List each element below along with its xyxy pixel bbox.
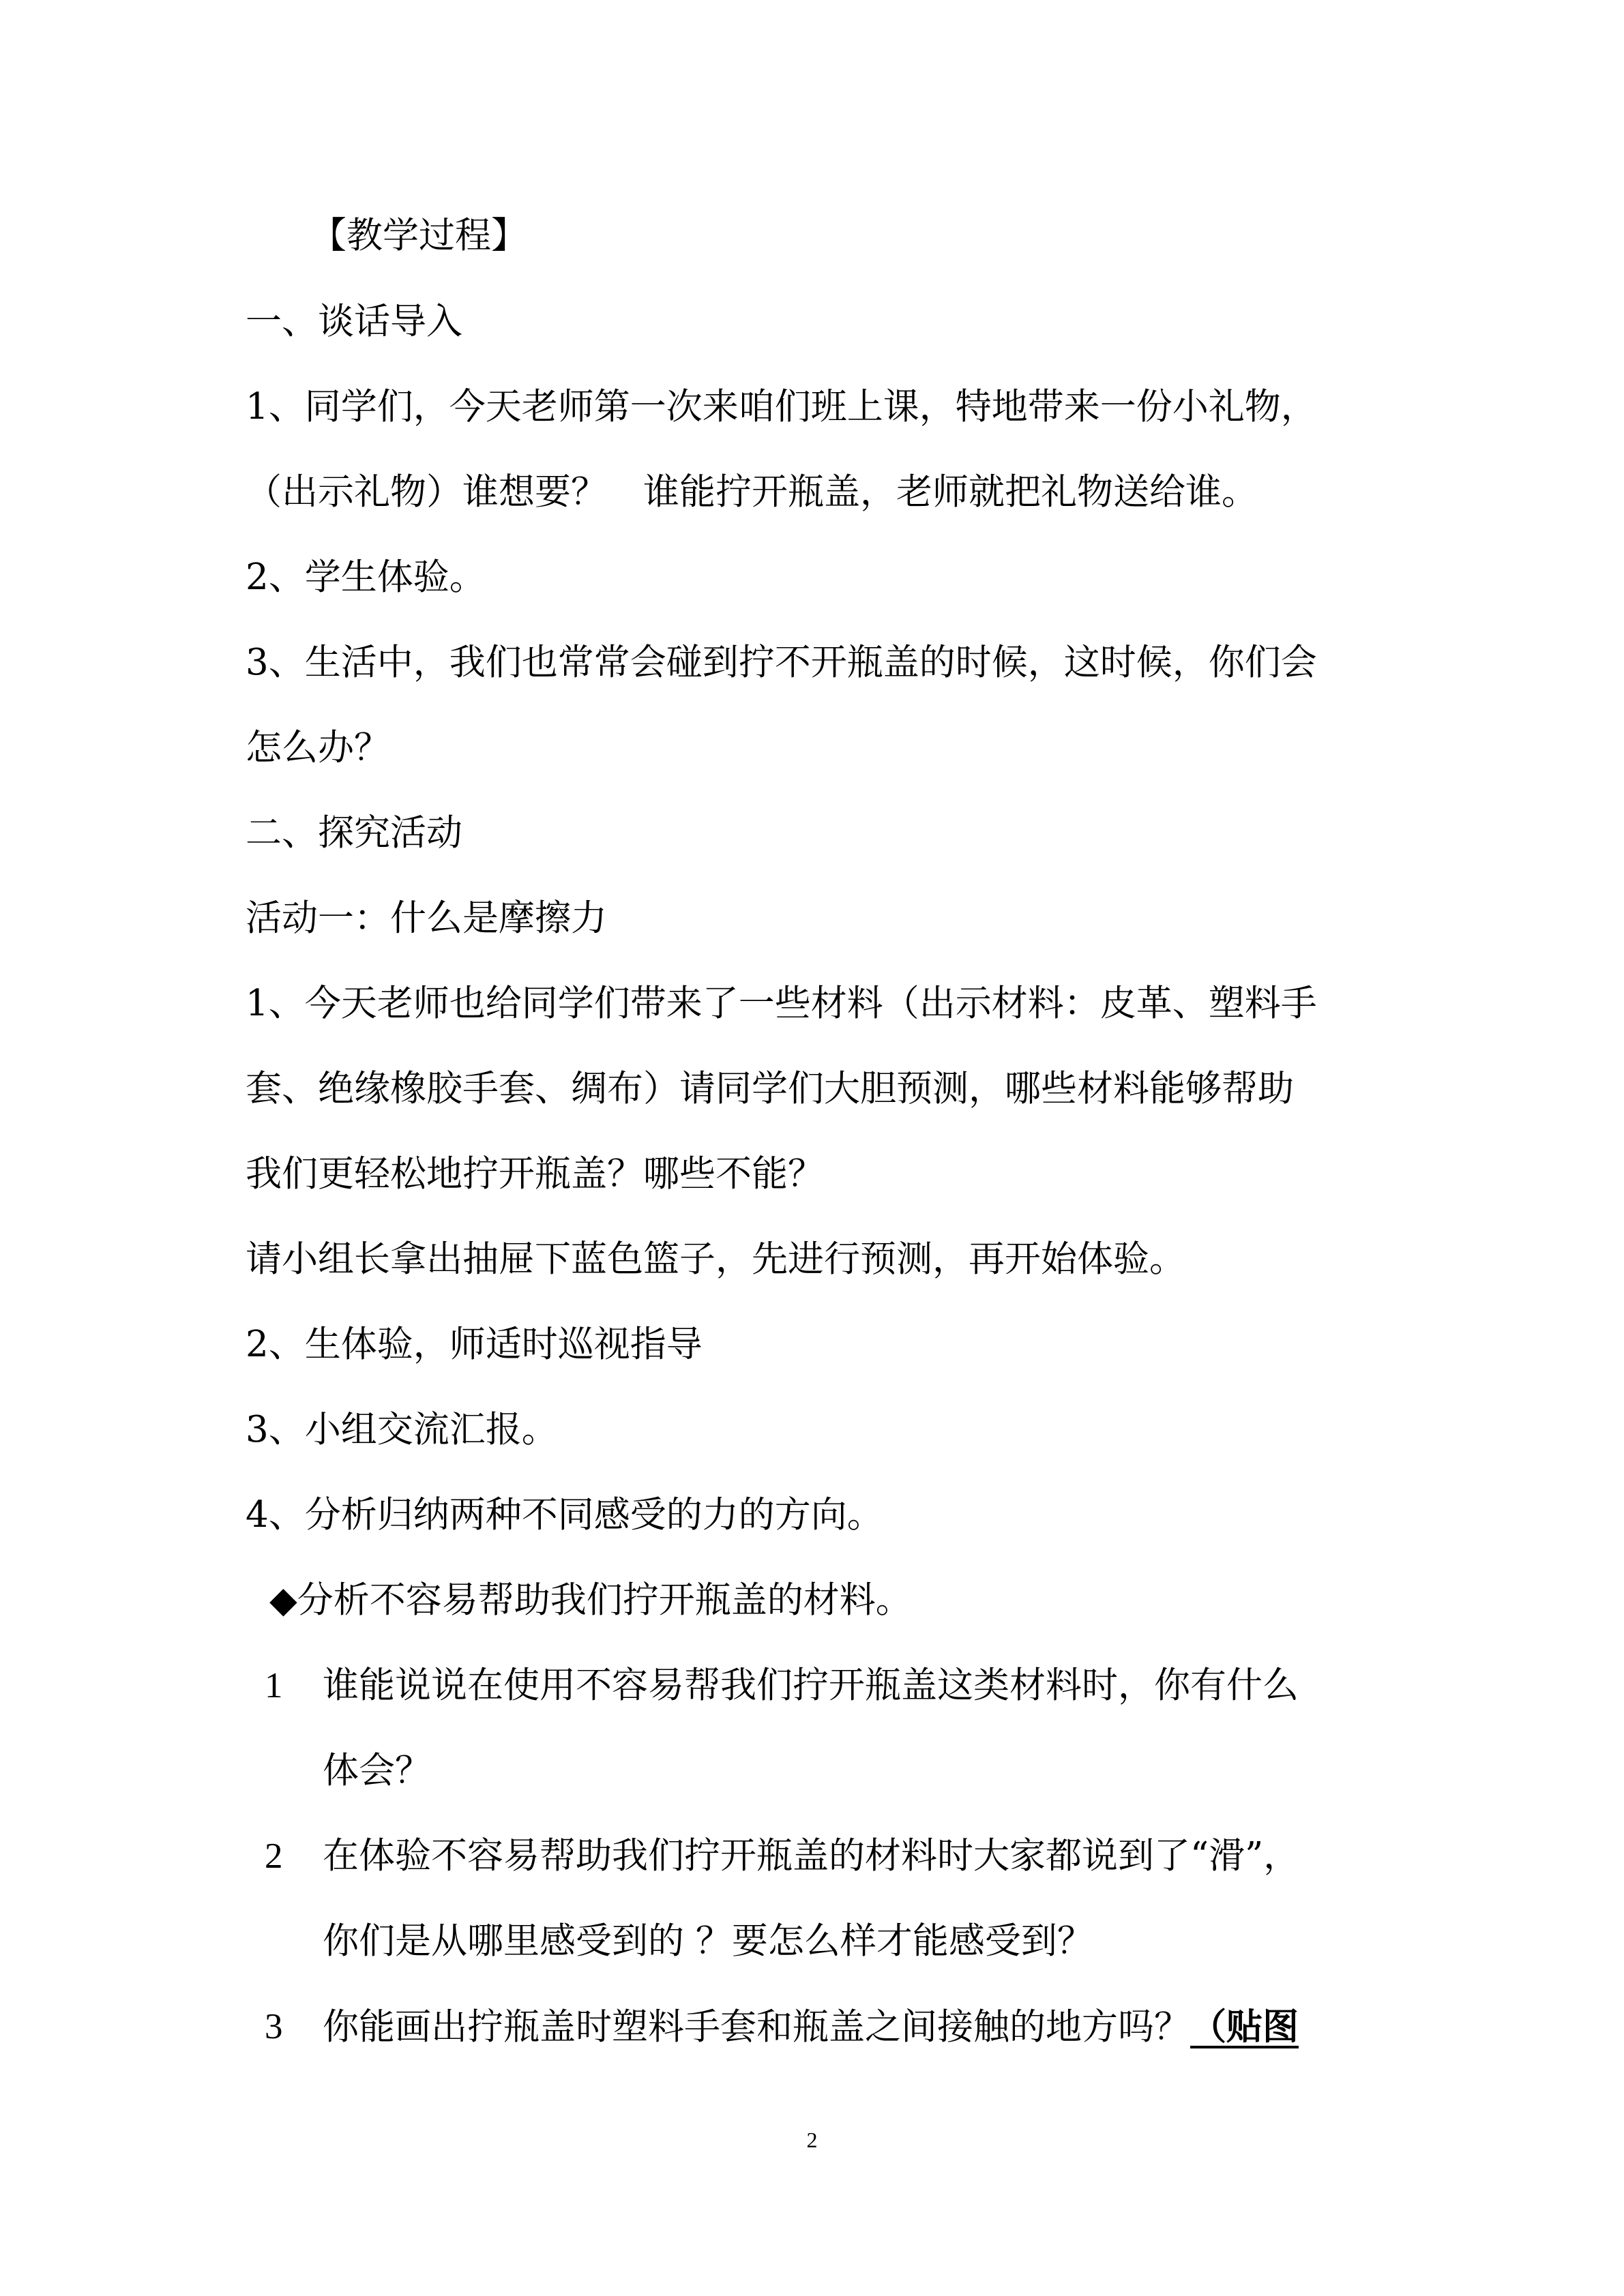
underlined-note: （贴图	[1190, 2006, 1299, 2048]
paragraph-line: 2、生体验，师适时巡视指导	[246, 1324, 703, 1365]
paragraph-line: 4、分析归纳两种不同感受的力的方向。	[246, 1494, 883, 1536]
section-title: 二、探究活动	[246, 812, 462, 854]
paragraph-line: 我们更轻松地拧开瓶盖？哪些不能？	[246, 1153, 824, 1195]
bullet-line: ◆分析不容易帮助我们拧开瓶盖的材料。	[269, 1579, 912, 1621]
paragraph-line: 套、绝缘橡胶手套、绸布）请同学们大胆预测，哪些材料能够帮助	[246, 1068, 1294, 1109]
list-item-text: 你能画出拧瓶盖时塑料手套和瓶盖之间接触的地方吗？	[323, 2006, 1190, 2048]
list-item-line	[323, 2005, 1299, 2049]
page-number: 2	[806, 2128, 818, 2152]
paragraph-line: 3、小组交流汇报。	[246, 1409, 558, 1450]
paragraph-line: （出示礼物）谁想要？ 谁能拧开瓶盖，老师就把礼物送给谁。	[246, 471, 1258, 513]
paragraph-line: 1、同学们，今天老师第一次来咱们班上课，特地带来一份小礼物，	[246, 386, 1317, 428]
section-heading: 【教学过程】	[310, 215, 527, 256]
list-item-line: 你们是从哪里感受到的 ？要怎么样才能感受到？	[323, 1920, 1093, 1962]
list-item-line: 体会？	[323, 1750, 431, 1791]
activity-title: 活动一：什么是摩擦力	[246, 897, 607, 939]
list-item-line: 在体验不容易帮助我们拧开瓶盖的材料时大家都说到了“滑”，	[323, 1835, 1300, 1877]
paragraph-line: 1、今天老师也给同学们带来了一些材料（出示材料：皮革、塑料手	[246, 983, 1317, 1024]
list-item-number: 3	[265, 2007, 283, 2046]
list-item-number: 2	[265, 1836, 283, 1876]
section-title: 一、谈话导入	[246, 301, 462, 342]
paragraph-line: 请小组长拿出抽屉下蓝色篮子，先进行预测，再开始体验。	[246, 1238, 1185, 1280]
paragraph-line: 怎么办？	[246, 727, 390, 769]
list-item-number: 1	[265, 1666, 283, 1705]
paragraph-line: 3、生活中，我们也常常会碰到拧不开瓶盖的时候，这时候，你们会	[246, 642, 1317, 683]
paragraph-line: 2、学生体验。	[246, 556, 486, 598]
list-item-line: 谁能说说在使用不容易帮我们拧开瓶盖这类材料时，你有什么	[323, 1665, 1299, 1706]
